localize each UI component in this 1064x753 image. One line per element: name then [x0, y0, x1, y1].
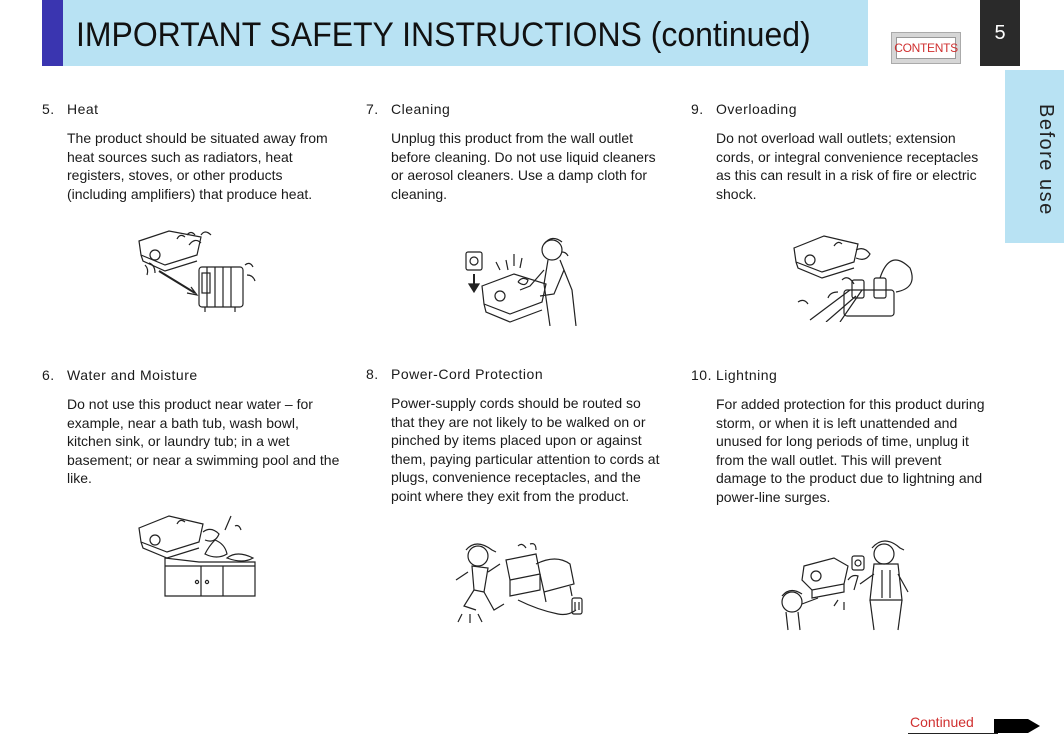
continued-label: Continued	[910, 714, 974, 730]
section-overloading	[691, 101, 991, 203]
power-cord-walking-illustration	[448, 540, 590, 626]
section-body: Unplug this product from the wall outlet before cleaning. Do not use liquid cleaners or aerosol cleaners. Use a damp cloth for cleaning.	[391, 130, 656, 202]
contents-label: CONTENTS	[896, 37, 956, 59]
section-heading	[366, 366, 668, 382]
section-heading	[691, 101, 991, 117]
section-title: Lightning	[716, 367, 778, 383]
section-number: 6.	[42, 367, 55, 383]
section-body: The product should be situated away from heat sources such as radiators, heat registers, stoves, or other products (including amplifiers) that produce heat.	[67, 130, 328, 202]
section-body: Do not use this product near water – for example, near a bath tub, wash bowl, kitchen sink, or laundry tub; in a wet basement; or near a swimming pool and the like.	[67, 396, 340, 486]
section-number: 10.	[691, 367, 712, 383]
header-accent	[42, 0, 63, 66]
section-heading	[366, 101, 666, 117]
section-title: Power-Cord Protection	[391, 366, 544, 382]
overloaded-outlet-illustration	[790, 230, 914, 322]
section-power-cord-protection	[366, 366, 668, 505]
lightning-unplug-illustration	[778, 540, 914, 632]
section-title: Cleaning	[391, 101, 451, 117]
section-title: Heat	[67, 101, 99, 117]
section-heat	[42, 101, 342, 203]
section-body: Do not overload wall outlets; extension cords, or integral convenience receptacles as this can result in a risk of fire or electric shock.	[716, 130, 979, 202]
section-water-moisture	[42, 367, 342, 488]
projector-water-illustration	[135, 510, 260, 598]
continued-link[interactable]	[908, 714, 1044, 736]
contents-button[interactable]	[891, 32, 961, 64]
section-heading	[691, 367, 991, 383]
section-number: 5.	[42, 101, 55, 117]
section-number: 8.	[366, 366, 379, 382]
continued-underline	[908, 733, 998, 734]
section-cleaning	[366, 101, 666, 203]
section-title: Overloading	[716, 101, 797, 117]
section-body: Power-supply cords should be routed so that they are not likely to be walked on or pinched by items placed upon or against them, paying particular attention to cords at plugs, convenience receptacles, and the point where they exit from the product.	[391, 395, 660, 504]
projector-cleaning-illustration	[460, 230, 586, 326]
page-title: IMPORTANT SAFETY INSTRUCTIONS (continued)	[76, 16, 811, 54]
arrow-right-icon	[994, 716, 1042, 741]
section-body: For added protection for this product during storm, or when it is left unattended and unused for long periods of time, unplug it from the wall outlet. This will prevent damage to the product due to lightning and power-line surges.	[716, 396, 985, 505]
side-tab-label: Before use	[1035, 104, 1057, 216]
section-heading	[42, 101, 342, 117]
section-heading	[42, 367, 342, 383]
page-number: 5	[980, 0, 1020, 66]
projector-heater-illustration	[135, 225, 260, 315]
section-lightning	[691, 367, 991, 506]
section-number: 9.	[691, 101, 704, 117]
section-title: Water and Moisture	[67, 367, 198, 383]
section-number: 7.	[366, 101, 379, 117]
